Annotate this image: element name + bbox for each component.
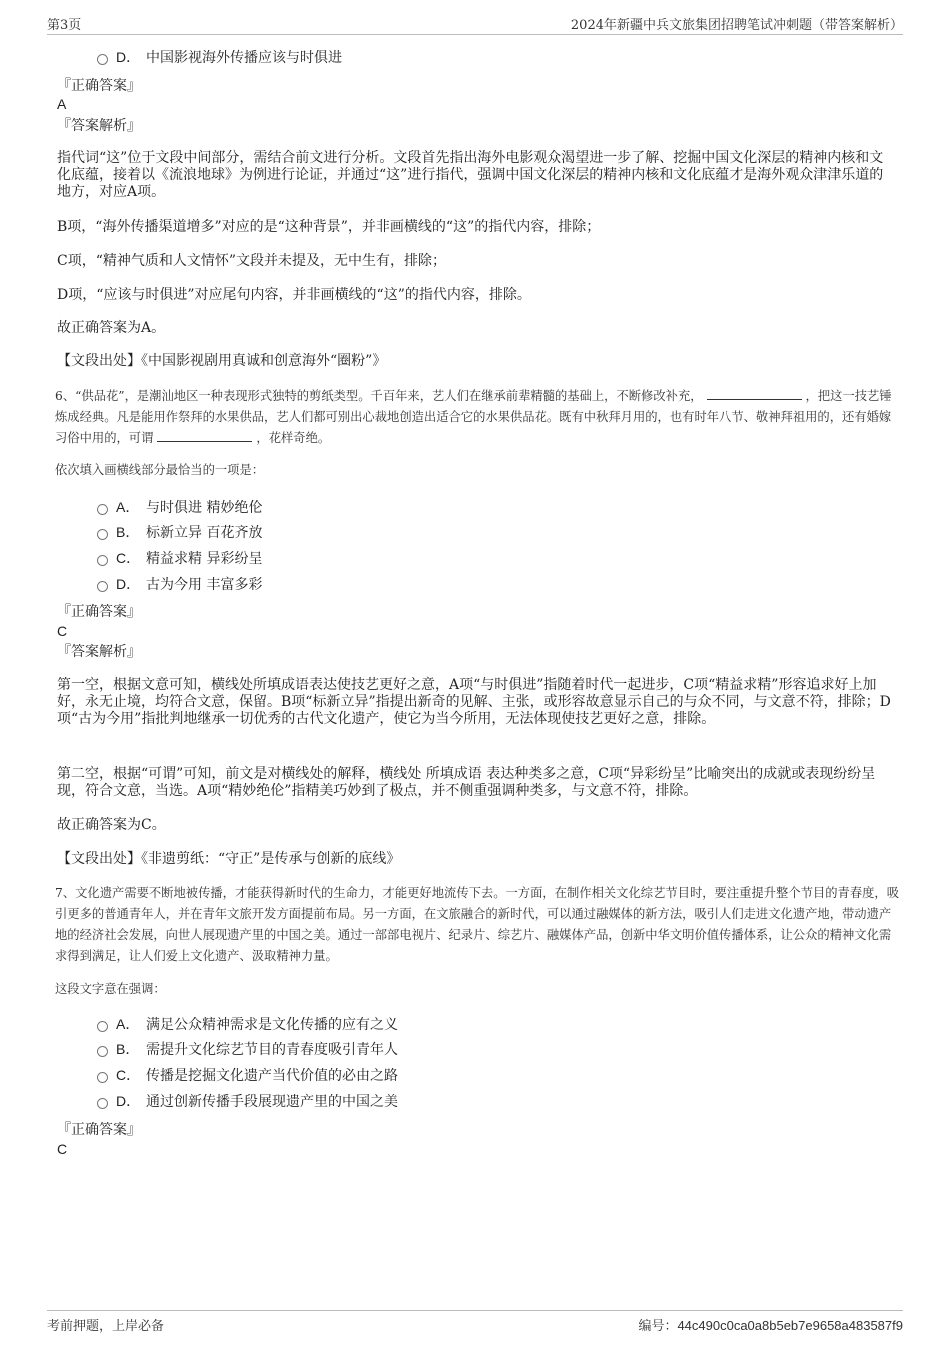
footer-slogan: 考前押题，上岸必备 <box>47 1319 165 1334</box>
page-header <box>47 12 903 35</box>
document-code: 编号：44c490c0ca0a8b5eb7e9658a483587f9 <box>638 1318 903 1333</box>
analysis-paragraph: 第一空，根据文意可知，横线处所填成语表达使技艺更好之意，A项“与时俱进”指随着时代一起进步，C项“精益求精”形容追求好上加好，永无止境，均符合文意，保留。B项“标新立异”指提出新奇的见解、主张，或形容故意显示自己的与众不同，与文意不符，排除；D项“古为今用”指批判地继承一切优秀的古代文化遗产，使它为当今所用，无法体现使技艺更好之意，排除。 <box>57 677 891 727</box>
analysis-paragraph: 指代词“这”位于文段中间部分，需结合前文进行分析。文段首先指出海外电影观众渴望进一步了解、挖掘中国文化深层的精神内核和文化底蕴，接着以《流浪地球》为例进行论证，并通过“这”进行指代，强调中国文化深层的精神内核和文化底蕴才是海外观众津津乐道的地方，对应A项。 <box>57 150 884 200</box>
q7-option-c[interactable]: C． 传播是挖掘文化遗产当代价值的必由之路 <box>97 1065 398 1085</box>
radio-icon[interactable] <box>97 1021 108 1032</box>
analysis-conclusion: 故正确答案为A。 <box>57 320 166 336</box>
radio-icon[interactable] <box>97 555 108 566</box>
radio-icon[interactable] <box>97 581 108 592</box>
q7-option-b[interactable]: B． 需提升文化综艺节目的青春度吸引青年人 <box>97 1039 398 1059</box>
radio-icon[interactable] <box>97 529 108 540</box>
radio-icon[interactable] <box>97 1072 108 1083</box>
analysis-paragraph: C项，“精神气质和人文情怀”文段并未提及，无中生有，排除； <box>57 253 447 269</box>
document-title: 2024年新疆中兵文旅集团招聘笔试冲刺题（带答案解析） <box>570 18 903 33</box>
analysis-paragraph: B项，“海外传播渠道增多”对应的是“这种背景”，并非画横线的“这”的指代内容，排除； <box>57 219 601 235</box>
q6-option-a[interactable]: A． 与时俱进 精妙绝伦 <box>97 497 262 517</box>
radio-icon[interactable] <box>97 54 108 65</box>
source-citation: 【文段出处】《中国影视剧用真诚和创意海外“圈粉”》 <box>57 353 387 369</box>
question-7-prompt: 这段文字意在强调： <box>55 982 166 996</box>
q6-option-b[interactable]: B． 标新立异 百花齐放 <box>97 522 262 542</box>
answer-value: C <box>57 623 68 639</box>
page-footer <box>47 1310 903 1335</box>
analysis-label: 『答案解析』 <box>57 644 141 660</box>
question-7-text: 7、文化遗产需要不断地被传播，才能获得新时代的生命力，才能更好地流传下去。一方面，在制作相关文化综艺节目时，要注重提升整个节目的青春度，吸引更多的普通青年人，并在青年文旅开发方面提前布局。另一方面，在文旅融合的新时代，可以通过融媒体的新方法，吸引人们走进文化遗产地，带动遗产地的经济社会发展，向世人展现遗产里的中国之美。通过一部部电视片、纪录片、综艺片、融媒体产品，创新中华文明价值传播体系，让公众的精神文化需求得到满足，让人们爱上文化遗产、汲取精神力量。 <box>55 886 900 963</box>
prev-option-d[interactable]: D． 中国影视海外传播应该与时俱进 <box>97 47 342 67</box>
blank-line <box>157 429 252 442</box>
page-number: 第3页 <box>47 18 82 33</box>
answer-value: C <box>57 1141 68 1157</box>
radio-icon[interactable] <box>97 1098 108 1109</box>
q6-option-d[interactable]: D． 古为今用 丰富多彩 <box>97 574 262 594</box>
analysis-conclusion: 故正确答案为C。 <box>57 817 166 833</box>
answer-label: 『正确答案』 <box>57 1122 141 1138</box>
question-6-text: 6、“供品花”，是潮汕地区一种表现形式独特的剪纸类型。千百年来，艺人们在继承前辈精髓的基础上，不断修改补充， ，把这一技艺锤炼成经典。凡是能用作祭拜的水果供品，艺人们都可别出心裁地创造出适合它的水果供品花。既有中秋拜月用的，也有时年八节、敬神拜祖用的，还有婚嫁习俗中用的，可谓 ，花样奇绝。 <box>55 389 892 445</box>
analysis-label: 『答案解析』 <box>57 118 141 134</box>
radio-icon[interactable] <box>97 1046 108 1057</box>
q7-option-a[interactable]: A． 满足公众精神需求是文化传播的应有之义 <box>97 1014 398 1034</box>
radio-icon[interactable] <box>97 504 108 515</box>
q7-option-d[interactable]: D． 通过创新传播手段展现遗产里的中国之美 <box>97 1091 398 1111</box>
analysis-paragraph: 第二空，根据“可谓”可知，前文是对横线处的解释，横线处 所填成语 表达种类多之意，C项“异彩纷呈”比喻突出的成就或表现纷纷呈现，符合文意，当选。A项“精妙绝伦”指精美巧妙到了极点，并不侧重强调种类多，与文意不符，排除。 <box>57 766 876 799</box>
q6-option-c[interactable]: C． 精益求精 异彩纷呈 <box>97 548 262 568</box>
blank-line <box>707 387 802 400</box>
source-citation: 【文段出处】《非遗剪纸：“守正”是传承与创新的底线》 <box>57 851 401 867</box>
answer-label: 『正确答案』 <box>57 78 141 94</box>
analysis-paragraph: D项，“应该与时俱进”对应尾句内容，并非画横线的“这”的指代内容，排除。 <box>57 287 531 303</box>
answer-value: A <box>57 96 67 112</box>
question-6-prompt: 依次填入画横线部分最恰当的一项是： <box>55 463 265 477</box>
answer-label: 『正确答案』 <box>57 604 141 620</box>
